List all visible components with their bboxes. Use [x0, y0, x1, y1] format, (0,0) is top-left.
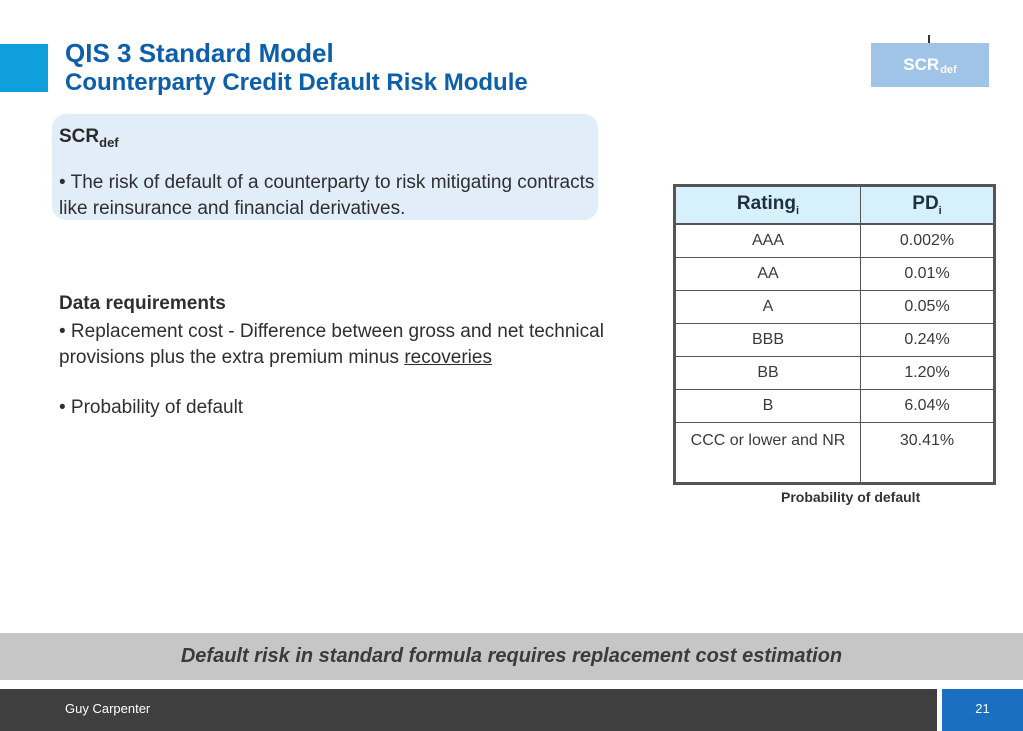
table-row [675, 224, 995, 258]
pd-table [673, 184, 996, 485]
rating-cell: B [675, 390, 861, 423]
rating-cell: BB [675, 357, 861, 390]
rating-cell: AA [675, 258, 861, 291]
table-row [675, 357, 995, 390]
scr-label [59, 126, 119, 150]
scr-label-main: SCR [59, 126, 100, 147]
pd-cell: 0.01% [861, 258, 995, 291]
pd-cell: 6.04% [861, 390, 995, 423]
data-requirements-heading: Data requirements [59, 293, 226, 314]
footer-bar [0, 689, 937, 731]
footer-company: Guy Carpenter [65, 701, 151, 716]
conclusion-banner [0, 633, 1023, 680]
pd-column-header [861, 186, 995, 225]
recoveries-link[interactable]: recoveries [404, 347, 492, 368]
logo-sub-text: def [940, 64, 957, 76]
pd-header-sub: i [938, 204, 942, 217]
scr-def-logo [871, 43, 989, 87]
pd-cell: 0.002% [861, 224, 995, 258]
probability-bullet: • Probability of default [59, 397, 244, 418]
table-row [675, 291, 995, 324]
pd-cell: 0.05% [861, 291, 995, 324]
slide-subtitle: Counterparty Credit Default Risk Module [65, 69, 528, 96]
table-row [675, 324, 995, 357]
banner-text: Default risk in standard formula requires replacement cost estimation [180, 645, 843, 667]
pd-cell: 30.41% [861, 423, 995, 484]
rating-cell: BBB [675, 324, 861, 357]
logo-main-text: SCR [903, 55, 940, 74]
accent-block [0, 44, 48, 92]
rating-header-sub: i [796, 204, 800, 217]
rating-column-header [675, 186, 861, 225]
pd-header-text: PD [912, 193, 939, 215]
slide-title: QIS 3 Standard Model [65, 38, 334, 68]
table-row [675, 258, 995, 291]
rating-header-text: Rating [736, 193, 797, 215]
table-header-row [675, 186, 995, 225]
rating-cell: A [675, 291, 861, 324]
rating-cell: CCC or lower and NR [675, 423, 861, 484]
pd-cell: 1.20% [861, 357, 995, 390]
page-number: 21 [975, 701, 990, 716]
table-row [675, 423, 995, 484]
pd-cell: 0.24% [861, 324, 995, 357]
scr-label-sub: def [99, 134, 119, 150]
rating-cell: AAA [675, 224, 861, 258]
replacement-cost-bullet [59, 319, 659, 371]
table-caption: Probability of default [781, 489, 921, 505]
replacement-cost-text: • Replacement cost - Difference between gross and net technical provisions plus the extra premium minus [59, 321, 604, 368]
page-number-box [942, 689, 1023, 731]
table-row [675, 390, 995, 423]
scr-description: • The risk of default of a counterparty to risk mitigating contracts like reinsurance and financial derivatives. [59, 172, 595, 219]
